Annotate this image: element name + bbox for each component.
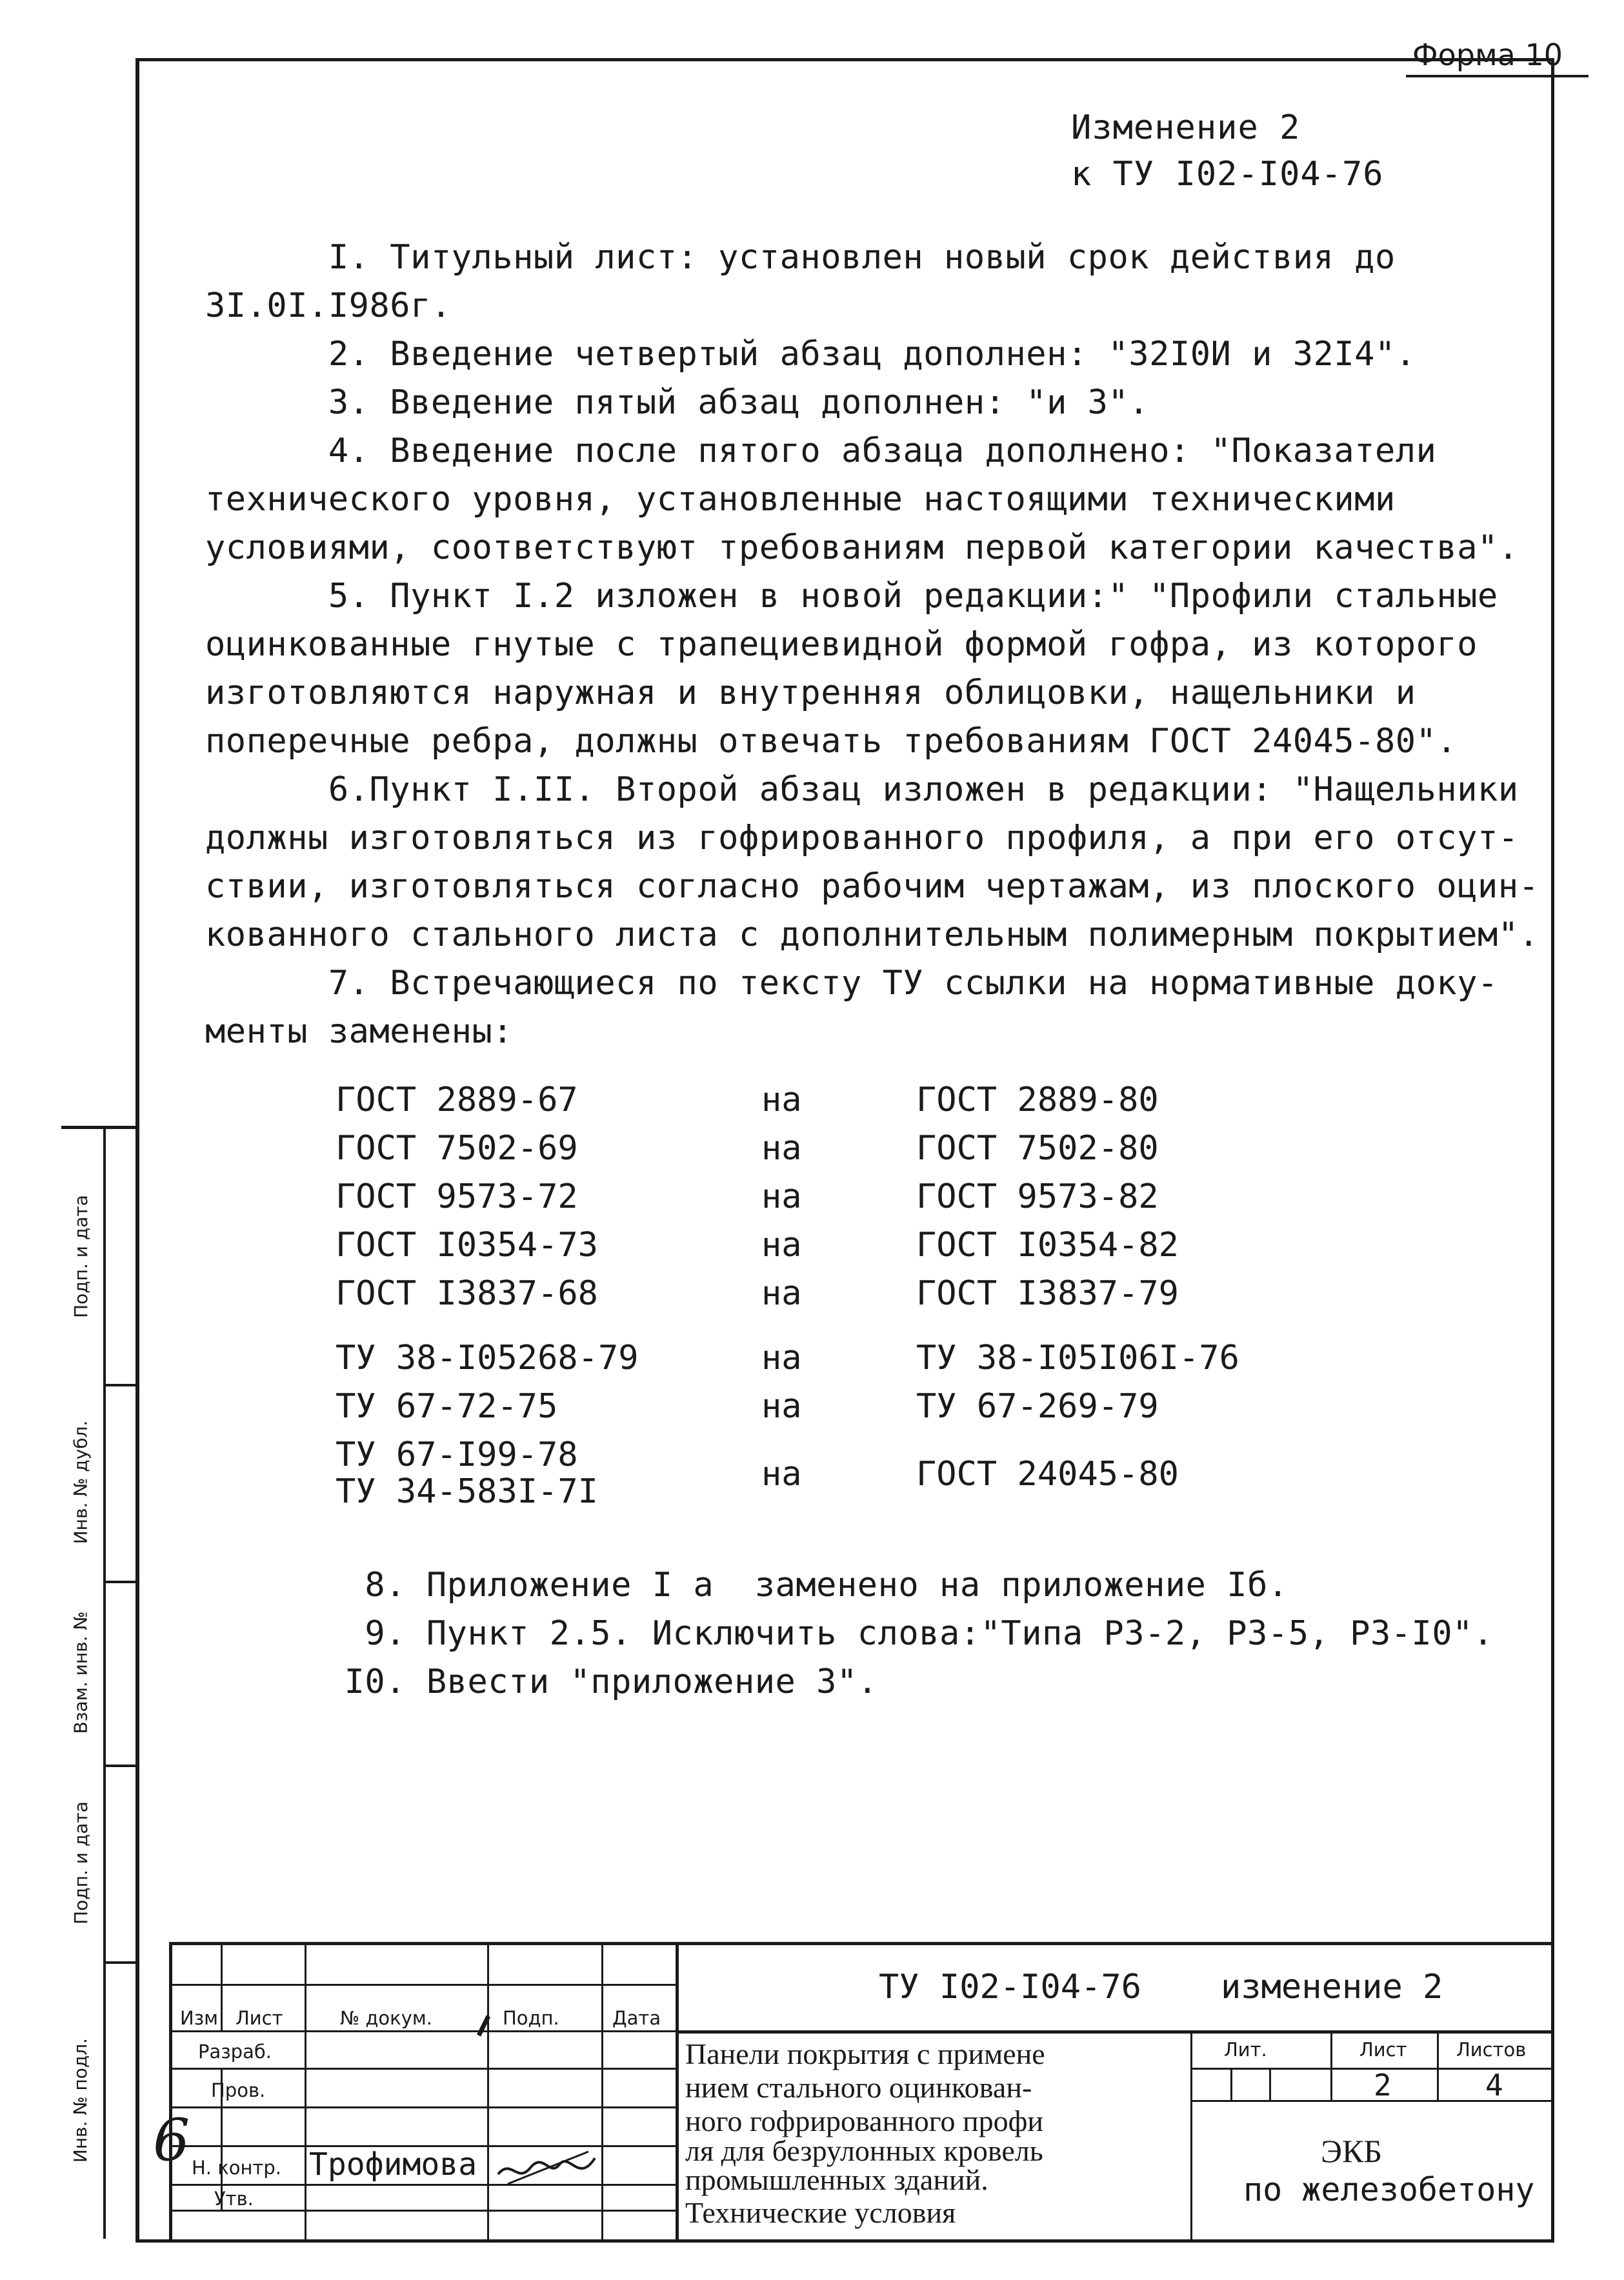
sheets-label: Листов — [1456, 2039, 1527, 2061]
text-line: I0. Ввести "приложение 3". — [303, 1663, 878, 1701]
text-line: ствии, изготовляться согласно рабочим чертажам, из плоского оцин- — [205, 867, 1539, 906]
org-line2: по железобетону — [1243, 2171, 1535, 2208]
text-line: должны изготовляться из гофрированного профиля, а при его отсут- — [205, 819, 1519, 857]
text-line: I. Титульный лист: установлен новый срок действия до — [205, 238, 1396, 277]
replacement-new: ГОСТ 2889-80 — [916, 1081, 1159, 1119]
replacement-word: на — [761, 1177, 802, 1216]
doc-code: ТУ I02-I04-76 — [879, 1968, 1141, 2006]
text-line: изготовляются наружная и внутренняя облицовки, нащельники и — [205, 674, 1416, 712]
replacement-new: ТУ 38-I05I06I-76 — [916, 1339, 1239, 1377]
text-line: 4. Введение после пятого абзаца дополнено: "Показатели — [205, 432, 1437, 470]
replacement-new: ГОСТ I3837-79 — [916, 1274, 1179, 1313]
document-title: Панели покрытия с примене нием стального оцинкован- ного гофрированного профи ля для безрулонных кровель промышленных зданий. Технические условия — [685, 2037, 1045, 2229]
text-line: кованного стального листа с дополнительным полимерным покрытием". — [205, 915, 1539, 954]
ink-mark — [476, 2013, 495, 2039]
text-line: технического уровня, установленные настоящими техническими — [205, 480, 1396, 519]
replacement-old: ГОСТ I3837-68 — [336, 1274, 598, 1313]
side-label-replace-inv: Взам. инв. № — [70, 1611, 92, 1734]
side-label-sign-date: Подп. и дата — [70, 1195, 92, 1318]
side-label-sign-date-2: Подп. и дата — [70, 1801, 92, 1925]
replacement-new: ГОСТ 24045-80 — [916, 1455, 1179, 1494]
sheet-number: 2 — [1374, 2068, 1392, 2103]
text-line: условиями, соответствуют требованиям первой категории качества". — [205, 528, 1519, 567]
title-block — [153, 1942, 1552, 2239]
replacement-word: на — [761, 1129, 802, 1168]
col-header-date: Дата — [612, 2007, 661, 2029]
text-line: 9. Пункт 2.5. Исключить слова:"Типа Р3-2, Р3-5, Р3-I0". — [303, 1614, 1494, 1653]
text-line: 6.Пункт I.II. Второй абзац изложен в редакции: "Нащельники — [205, 770, 1519, 809]
replacement-word: на — [761, 1455, 802, 1494]
change-header-line1: Изменение 2 — [1071, 108, 1301, 147]
replacement-new: ГОСТ 7502-80 — [916, 1129, 1159, 1168]
col-header-sheet: Лист — [236, 2007, 283, 2029]
text-line: 3. Введение пятый абзац дополнен: "и 3". — [205, 383, 1150, 422]
replacement-word: на — [761, 1081, 802, 1119]
text-line: 2. Введение четвертый абзац дополнен: "32I0И и 32I4". — [205, 335, 1416, 374]
sheets-count: 4 — [1485, 2068, 1503, 2103]
replacement-old: ГОСТ 7502-69 — [336, 1129, 578, 1168]
replacement-word: на — [761, 1387, 802, 1426]
norm-control-name: Трофимова — [309, 2146, 477, 2183]
col-header-change: Изм — [180, 2007, 218, 2029]
col-header-doc-number: № докум. — [340, 2007, 432, 2029]
replacement-word: на — [761, 1339, 802, 1377]
replacement-new: ГОСТ 9573-82 — [916, 1177, 1159, 1216]
text-line: 8. Приложение I а заменено на приложение Iб. — [303, 1566, 1288, 1605]
sheet-label: Лист — [1359, 2039, 1407, 2061]
handwritten-mark: 6 — [153, 2106, 190, 2174]
role-checker: Пров. — [211, 2079, 266, 2101]
text-line: 5. Пункт I.2 изложен в новой редакции:" "Профили стальные — [205, 577, 1498, 615]
replacement-old: ТУ 67-I99-78 — [336, 1435, 578, 1474]
org-line1: ЭКБ — [1321, 2133, 1383, 2169]
side-label-inv-dup: Инв. № дубл. — [70, 1420, 92, 1545]
text-line: 7. Встречающиеся по тексту ТУ ссылки на нормативные доку- — [205, 964, 1498, 1003]
change-items-body — [205, 234, 1539, 1056]
text-line: поперечные ребра, должны отвечать требованиям ГОСТ 24045-80". — [205, 722, 1458, 761]
lit-label: Лит. — [1224, 2039, 1267, 2061]
form-number-label: Форма 10 — [1412, 37, 1563, 72]
role-norm-control: Н. контр. — [192, 2157, 281, 2179]
replacement-old: ГОСТ I0354-73 — [336, 1226, 598, 1265]
role-approver: Утв. — [214, 2188, 254, 2210]
text-line: 3I.0I.I986г. — [205, 286, 452, 325]
text-line: менты заменены: — [205, 1012, 514, 1051]
items-after-list — [303, 1561, 1494, 1706]
replacement-old: ТУ 67-72-75 — [336, 1387, 558, 1426]
col-header-signature: Подп. — [503, 2007, 559, 2029]
replacement-word: на — [761, 1226, 802, 1265]
role-developer: Разраб. — [198, 2041, 272, 2063]
replacement-word: на — [761, 1274, 802, 1313]
side-strip — [61, 1126, 139, 2239]
replacement-old: ТУ 38-I05268-79 — [336, 1339, 639, 1377]
signature-scribble — [492, 2139, 601, 2203]
replacement-old: ГОСТ 9573-72 — [336, 1177, 578, 1216]
replacement-new: ТУ 67-269-79 — [916, 1387, 1159, 1426]
replacement-new: ГОСТ I0354-82 — [916, 1226, 1179, 1265]
change-label: изменение 2 — [1221, 1968, 1443, 2006]
replacement-old: ТУ 34-583I-7I — [336, 1472, 598, 1511]
side-label-inv-orig: Инв. № подл. — [70, 2037, 92, 2163]
change-header-line2: к ТУ I02-I04-76 — [1071, 155, 1384, 194]
replacement-old: ГОСТ 2889-67 — [336, 1081, 578, 1119]
text-line: оцинкованные гнутые с трапециевидной формой гофра, из которого — [205, 625, 1478, 664]
